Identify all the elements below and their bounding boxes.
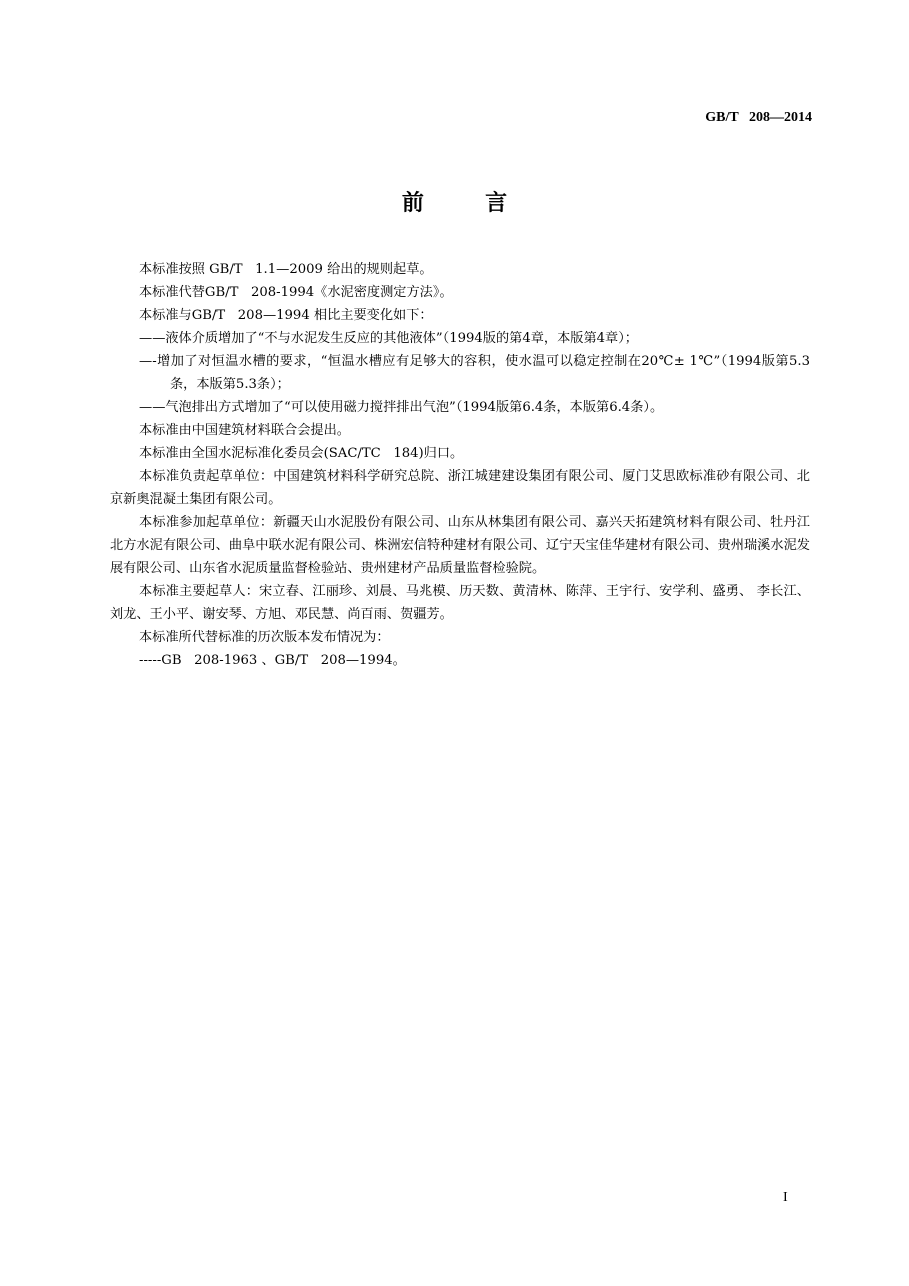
change-item-bubble-removal: ——气泡排出方式增加了“可以使用磁力搅拌排出气泡”（1994版第6.4条，本版第6.4条）。	[139, 400, 664, 415]
page-title: 前 言	[401, 191, 508, 216]
paragraph-responsible-drafters: 本标准负责起草单位：中国建筑材料科学研究总院、浙江城建建设集团有限公司、厦门艾思欧标准砂有限公司、北京新奥混凝土集团有限公司。	[110, 469, 810, 507]
paragraph-main-drafters: 本标准主要起草人：宋立春、江丽珍、刘晨、马兆模、历天数、黄清林、陈萍、王宇行、安学利、盛勇、 李长江、刘龙、王小平、谢安琴、方旭、邓民慧、尚百雨、贺疆芳。	[110, 584, 810, 622]
paragraph-under-jurisdiction: 本标准由全国水泥标准化委员会(SAC/TC 184)归口。	[139, 446, 464, 461]
paragraph-previous-editions-intro: 本标准所代替标准的历次版本发布情况为：	[139, 630, 390, 645]
paragraph-main-changes: 本标准与GB/T 208—1994 相比主要变化如下：	[139, 308, 433, 323]
paragraph-participating-drafters: 本标准参加起草单位：新疆天山水泥股份有限公司、山东从林集团有限公司、嘉兴天拓建筑材料有限公司、牡丹江北方水泥有限公司、曲阜中联水泥有限公司、株洲宏信特种建材有限公司、辽宁天宝佳华建材有限公司、贵州瑞溪水泥发展有限公司、山东省水泥质量监督检验站、贵州建材产品质量监督检验院。	[110, 515, 810, 576]
change-item-liquid-medium: ——液体介质增加了“不与水泥发生反应的其他液体”（1994版的第4章，本版第4章）；	[139, 331, 638, 346]
paragraph-replaces: 本标准代替GB/T 208-1994《水泥密度测定方法》。	[139, 285, 453, 300]
paragraph-proposed-by: 本标准由中国建筑材料联合会提出。	[139, 423, 350, 438]
foreword-body	[110, 258, 810, 672]
standard-number: GB/T 208—2014	[705, 110, 812, 125]
paragraph-drafting-rules: 本标准按照 GB/T 1.1—2009 给出的规则起草。	[139, 262, 433, 277]
page-number: I	[783, 1190, 788, 1205]
paragraph-previous-editions: -----GB 208-1963 、GB/T 208—1994。	[139, 653, 406, 668]
change-item-water-bath: —-增加了对恒温水槽的要求，“恒温水槽应有足够大的容积，使水温可以稳定控制在20℃± 1℃”（1994版第5.3条，本版第5.3条）；	[139, 354, 810, 392]
